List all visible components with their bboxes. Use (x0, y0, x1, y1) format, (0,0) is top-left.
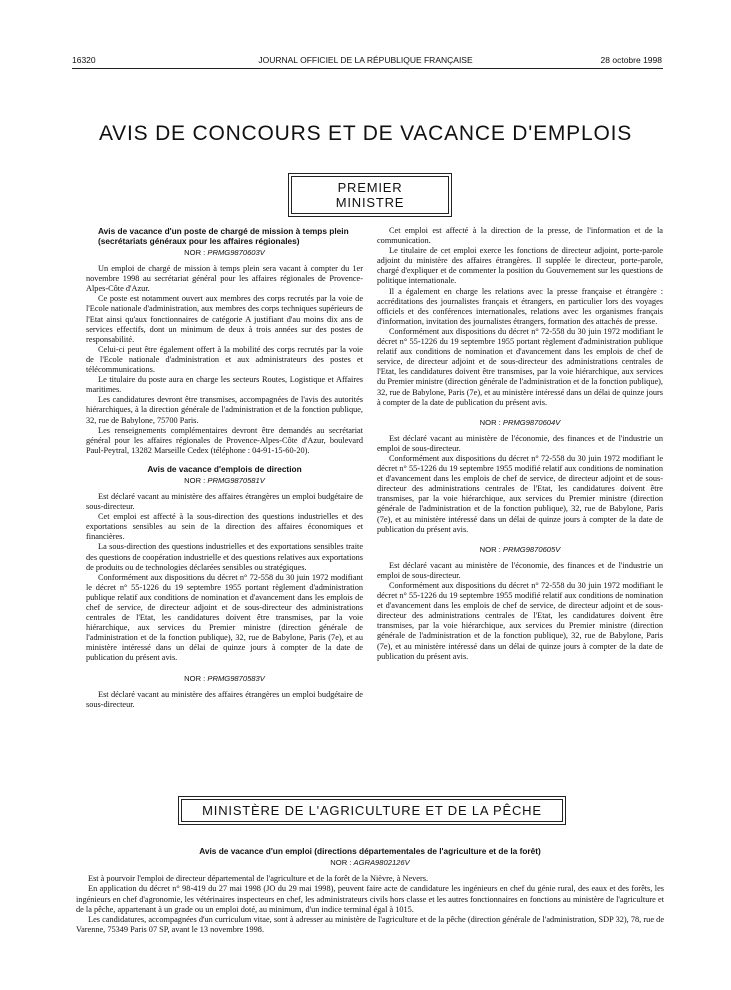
paragraph: Un emploi de chargé de mission à temps plein sera vacant à compter du 1er novembre 1998 au secrétariat général pour les affaires régionales de Provence-Alpes-Côte d'Azur. (86, 264, 363, 294)
paragraph: Le titulaire du poste aura en charge les secteurs Routes, Logistique et Affaires maritimes. (86, 375, 363, 395)
paragraph: Est déclaré vacant au ministère des affaires étrangères un emploi budgétaire de sous-directeur. (86, 491, 363, 512)
paragraph: La sous-direction des questions industrielles et des exportations sensibles traite des questions de coopération industrielle et des questions relatives aux exportations de produits ou de technologies déclarées sensibles ou stratégiques. (86, 542, 363, 572)
paragraph: Les candidatures, accompagnées d'un curriculum vitae, sont à adresser au ministère de l'agriculture et de la pêche (direction générale de l'administration, SDP 32), 78, rue de Varenne, 75349 Paris 07 SP, avant le 13 novembre 1998. (76, 915, 664, 935)
paragraph: Conformément aux dispositions du décret n° 72-558 du 30 juin 1972 modifiant le décret n° 55-1226 du 19 septembre 1955 modifié relatif aux conditions de nomination et d'avancement dans les emplois de chef de service, de directeur adjoint et de sous-directeur des administrations centrales de l'Etat, les candidatures doivent être transmises, par la voie hiérarchique, aux services du Premier ministre (direction générale de l'administration et de la fonction publique), 32, rue de Babylone, Paris (7e), et au ministère intéressé dans un délai de quinze jours à compter de la date de publication du présent avis. (377, 453, 663, 534)
nor-reference: NOR : PRMG9870604V (479, 417, 561, 427)
header-rule (72, 68, 663, 69)
paragraph: Il a également en charge les relations avec la presse française et étrangère : accréditations des journalistes français et étrangers, en particulier lors des voyages officiels et des conférences internationales, relations avec les organismes français d'information, invitation des journalistes étrangers, formation des attachés de presse. (377, 286, 663, 326)
nor-reference: NOR : PRMG9870583V (184, 673, 265, 683)
agriculture-article (76, 846, 664, 935)
article-title: Avis de vacance d'un emploi (directions départementales de l'agriculture et de la forêt) (199, 846, 541, 856)
article-title: Avis de vacance d'un poste de chargé de mission à temps plein (secrétariats généraux pour les affaires régionales) (98, 226, 349, 246)
page-number: 16320 (72, 55, 96, 65)
section-label-text: MINISTÈRE DE L'AGRICULTURE ET DE LA PÊCHE (181, 799, 563, 822)
left-column (86, 226, 363, 710)
paragraph: Les candidatures devront être transmises, accompagnées de l'avis des autorités hiérarchiques, à la direction générale de l'administration et de la fonction publique, 32, rue de Babylone, 75700 Paris. (86, 395, 363, 425)
nor-reference: NOR : PRMG9870603V (184, 248, 265, 257)
paragraph: Est déclaré vacant au ministère des affaires étrangères un emploi budgétaire de sous-directeur. (86, 689, 363, 709)
paragraph: Conformément aux dispositions du décret n° 72-558 du 30 juin 1972 modifiant le décret n° 55-1226 du 19 septembre 1955 portant règlement d'administration publique relatif aux conditions de nomination et d'avancement dans les emplois de chef de service, de directeur adjoint et de sous-directeur des administrations centrales de l'Etat, les candidatures doivent être transmises, par la voie hiérarchique, aux services du Premier ministre (direction générale de l'administration et de la fonction publique), 32, rue de Babylone, Paris (7e), et au ministère intéressé dans un délai de quinze jours à compter de la date de publication du présent avis. (86, 572, 363, 663)
right-column (377, 226, 663, 662)
page-title: AVIS DE CONCOURS ET DE VACANCE D'EMPLOIS (98, 122, 633, 145)
paragraph: Cet emploi est affecté à la direction de la presse, de l'information et de la communication. (377, 226, 663, 246)
paragraph: Cet emploi est affecté à la sous-direction des questions industrielles et des exportations sensibles au sein de la direction des affaires économiques et financières. (86, 512, 363, 542)
paragraph: Celui-ci peut être également offert à la mobilité des corps recrutés par la voie de l'Ecole nationale d'administration et aux administrateurs des postes et télécommunications. (86, 344, 363, 375)
journal-title: JOURNAL OFFICIEL DE LA RÉPUBLIQUE FRANÇAISE (258, 55, 473, 65)
nor-reference: NOR : PRMG9870581V (184, 475, 265, 485)
section-label-premier-ministre (288, 173, 452, 217)
paragraph: Est à pourvoir l'emploi de directeur départemental de l'agriculture et de la forêt de la Nièvre, à Nevers. (88, 874, 429, 884)
paragraph: Le titulaire de cet emploi exerce les fonctions de directeur adjoint, porte-parole adjoint du ministère des affaires étrangères. Il supplée le directeur, porte-parole, chargé d'expliquer et de commenter la position du Gouvernement sur les questions de politique internationale. (377, 246, 663, 286)
nor-reference: NOR : PRMG9870605V (479, 544, 561, 554)
paragraph: En application du décret n° 98-419 du 27 mai 1998 (JO du 29 mai 1998), peuvent faire acte de candidature les ingénieurs en chef du génie rural, des eaux et des forêts, les ingénieurs en chef d'agronomie, les vétérinaires inspecteurs en chef, les administrateurs civils hors classe et les autres fonctionnaires en fonctions au ministère de l'agriculture et de la pêche, appartenant à un grade ou un emploi doté, au minimum, d'un indice terminal égal à 1015. (76, 884, 664, 914)
paragraph: Les renseignements complémentaires devront être demandés au secrétariat général pour les affaires régionales de Provence-Alpes-Côte d'Azur, boulevard Paul-Peytral, 13282 Marseille Cedex (téléphone : 04-91-15-60-20). (86, 425, 363, 455)
article-title: Avis de vacance d'emplois de direction (147, 463, 302, 474)
paragraph: Conformément aux dispositions du décret n° 72-558 du 30 juin 1972 modifiant le décret n° 55-1226 du 19 septembre 1955 portant règlement d'administration publique relatif aux conditions de nomination et d'avancement dans les emplois de chef de service, de directeur adjoint et de sous-directeur des administrations centrales de l'Etat, les candidatures doivent être transmises, par la voie hiérarchique, aux services du Premier ministre (direction générale de l'administration et de la fonction publique), 32, rue de Babylone, Paris (7e), et au ministère intéressé dans un délai de quinze jours à compter de la date de publication du présent avis. (377, 326, 663, 407)
publication-date: 28 octobre 1998 (600, 55, 662, 65)
paragraph: Est déclaré vacant au ministère de l'économie, des finances et de l'industrie un emploi de sous-directeur. (377, 433, 663, 453)
section-label-text: PREMIER MINISTRE (291, 176, 449, 214)
paragraph: Est déclaré vacant au ministère de l'économie, des finances et de l'industrie un emploi de sous-directeur. (377, 560, 663, 580)
paragraph: Conformément aux dispositions du décret n° 72-558 du 30 juin 1972 modifiant le décret n° 55-1226 du 19 septembre 1955 modifié relatif aux conditions de nomination et d'avancement dans les emplois de chef de service, de directeur adjoint et de sous-directeur des administrations centrales de l'Etat, les candidatures doivent être transmises, par la voie hiérarchique, aux services du Premier ministre (direction générale de l'administration et de la fonction publique), 32, rue de Babylone, Paris (7e), et au ministère intéressé dans un délai de quinze jours à compter de la date de publication du présent avis. (377, 581, 663, 661)
nor-reference: NOR : AGRA9802126V (330, 858, 410, 867)
paragraph: Ce poste est notamment ouvert aux membres des corps recrutés par la voie de l'Ecole nationale d'administration, aux membres des corps techniques supérieurs de l'Etat ainsi qu'aux fonctionnaires de catégorie A justifiant d'au moins dix ans de services effectifs, dont un minimum de deux à trois années sur des postes de responsabilité. (86, 294, 363, 344)
section-label-agriculture (178, 796, 566, 825)
